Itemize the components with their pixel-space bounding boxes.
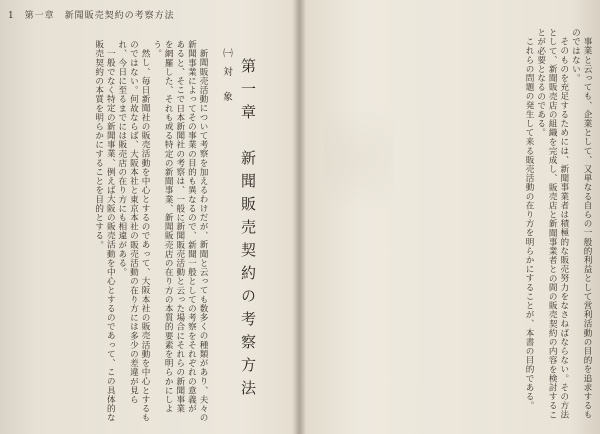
faint-seal-mark <box>324 110 394 230</box>
left-paragraph: 新聞販売活動について考察を加えるわけだが、新聞と云っても数多くの種類があり、夫々の新聞事業によってその事業の目的も異なるので、新聞一般としての考察をそれぞれの意義があると、そこで日本新聞社の考察は、一般に新聞販売活動と云った場合にそれらの新聞事業を網羅した、それも或る特定の新聞事業、新聞販売店の在り方の本質的要素を明らかにしよう。 <box>151 40 208 422</box>
chapter-title: 新聞販売契約の考察方法 <box>239 149 257 403</box>
right-paragraph: これらの問題の発生して来る販売活動の在り方を明らかにすることが、本書の目的である。 <box>524 36 535 410</box>
left-paragraph: 然し、毎日新聞社の販売活動を中心とするのであって、大阪本社の販売活動を中心とするものではない。何故ならば、大阪本社と東京本社の販売活動の在り方には多少の差違が見られ、今日に至るまでには販売店の在り方にも相違がある。 <box>116 40 151 422</box>
book-gutter <box>292 0 306 434</box>
left-paragraph: 一般でなく特定の新聞事業、例えば大阪の販売活動を中心とするのであって、この具体的な販売契約の本質を明らかにすることを目的とする。 <box>93 40 116 422</box>
running-head-title: 第一章 新聞販売契約の考察方法 <box>24 11 175 21</box>
section-heading: ㈠ 対 象 <box>221 48 232 105</box>
left-page-body <box>18 40 208 422</box>
page-number: 1 <box>8 11 15 21</box>
chapter-number: 第一章 <box>239 58 257 127</box>
right-paragraph: 事業と云っても、企業として、又単なる自らの一般的利益として営利活動の目的を追求するものではない。 <box>570 28 592 419</box>
right-paragraph: そのものを充足するためには、新聞事業者は積極的な販売努力をなさねばならない。その方法として、新聞販売店の組織を完成し、販売店と新聞事業者との間の販売契約の内容を検討することが必要となるのである。 <box>535 28 569 420</box>
chapter-heading <box>238 58 259 403</box>
right-page-body <box>408 28 592 424</box>
running-head <box>8 8 175 21</box>
